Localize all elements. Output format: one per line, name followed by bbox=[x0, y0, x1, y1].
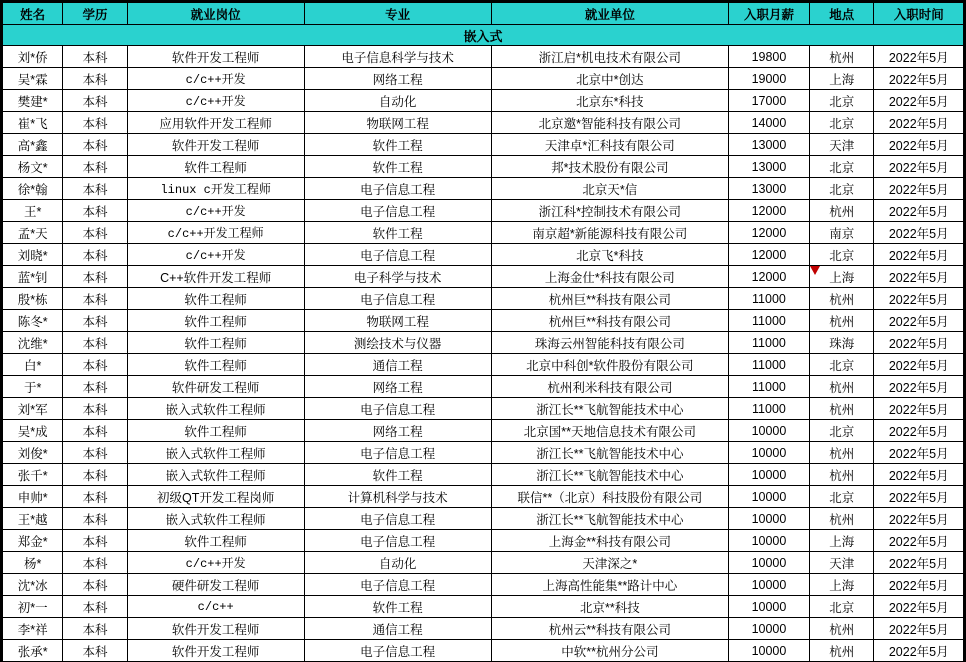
table-row bbox=[3, 354, 964, 376]
table-body bbox=[3, 46, 964, 662]
cell-name[interactable]: 孟*天 bbox=[3, 222, 63, 244]
cell-education[interactable]: 本科 bbox=[63, 508, 127, 530]
cell-start-date[interactable]: 2022年5月 bbox=[874, 288, 964, 310]
cell-salary[interactable]: 10000 bbox=[728, 486, 809, 508]
cell-position[interactable]: 软件工程师 bbox=[127, 530, 304, 552]
cell-education[interactable]: 本科 bbox=[63, 486, 127, 508]
cell-education[interactable]: 本科 bbox=[63, 288, 127, 310]
cell-employer[interactable]: 北京**科技 bbox=[491, 596, 728, 618]
cell-start-date[interactable]: 2022年5月 bbox=[874, 574, 964, 596]
cell-start-date[interactable]: 2022年5月 bbox=[874, 420, 964, 442]
cell-name[interactable]: 杨文* bbox=[3, 156, 63, 178]
table-row bbox=[3, 68, 964, 90]
cell-position[interactable]: C++软件开发工程师 bbox=[127, 266, 304, 288]
column-header-position[interactable]: 就业岗位 bbox=[127, 3, 304, 25]
cell-major[interactable]: 软件工程 bbox=[304, 596, 491, 618]
cell-location[interactable]: 北京 bbox=[810, 178, 874, 200]
cell-position[interactable]: 软件工程师 bbox=[127, 156, 304, 178]
cell-location[interactable]: 北京 bbox=[810, 112, 874, 134]
cell-name[interactable]: 张千* bbox=[3, 464, 63, 486]
cell-start-date[interactable]: 2022年5月 bbox=[874, 332, 964, 354]
cell-education[interactable]: 本科 bbox=[63, 134, 127, 156]
table-row bbox=[3, 618, 964, 640]
cell-location[interactable]: 北京 bbox=[810, 354, 874, 376]
cell-position[interactable]: c/c++ bbox=[127, 596, 304, 618]
cell-name[interactable]: 于* bbox=[3, 376, 63, 398]
cell-name[interactable]: 王*越 bbox=[3, 508, 63, 530]
cell-major[interactable]: 电子信息工程 bbox=[304, 178, 491, 200]
cell-major[interactable]: 物联网工程 bbox=[304, 310, 491, 332]
cell-position[interactable]: c/c++开发 bbox=[127, 200, 304, 222]
cell-start-date[interactable]: 2022年5月 bbox=[874, 222, 964, 244]
cell-location[interactable]: 南京 bbox=[810, 222, 874, 244]
cell-position[interactable]: c/c++开发 bbox=[127, 90, 304, 112]
cell-name[interactable]: 蓝*钊 bbox=[3, 266, 63, 288]
cell-name[interactable]: 郑金* bbox=[3, 530, 63, 552]
cell-major[interactable]: 通信工程 bbox=[304, 354, 491, 376]
cell-position[interactable]: 软件工程师 bbox=[127, 354, 304, 376]
table-row bbox=[3, 134, 964, 156]
cell-name[interactable]: 刘俊* bbox=[3, 442, 63, 464]
table-row bbox=[3, 398, 964, 420]
table-title-row bbox=[3, 25, 964, 46]
cell-salary[interactable]: 10000 bbox=[728, 420, 809, 442]
cell-name[interactable]: 初*一 bbox=[3, 596, 63, 618]
cell-salary[interactable]: 10000 bbox=[728, 640, 809, 662]
cell-employer[interactable]: 北京飞*科技 bbox=[491, 244, 728, 266]
table-row bbox=[3, 156, 964, 178]
cell-position[interactable]: 软件工程师 bbox=[127, 288, 304, 310]
table-row bbox=[3, 574, 964, 596]
cell-major[interactable]: 网络工程 bbox=[304, 376, 491, 398]
column-header-name[interactable]: 姓名 bbox=[3, 3, 63, 25]
cell-start-date[interactable]: 2022年5月 bbox=[874, 90, 964, 112]
cell-education[interactable]: 本科 bbox=[63, 112, 127, 134]
column-header-location[interactable]: 地点 bbox=[810, 3, 874, 25]
cell-name[interactable]: 樊建* bbox=[3, 90, 63, 112]
cell-name[interactable]: 刘晓* bbox=[3, 244, 63, 266]
cell-employer[interactable]: 天津卓*汇科技有限公司 bbox=[491, 134, 728, 156]
cell-start-date[interactable]: 2022年5月 bbox=[874, 618, 964, 640]
cell-start-date[interactable]: 2022年5月 bbox=[874, 112, 964, 134]
cell-start-date[interactable]: 2022年5月 bbox=[874, 508, 964, 530]
cell-salary[interactable]: 11000 bbox=[728, 288, 809, 310]
cell-salary[interactable]: 10000 bbox=[728, 464, 809, 486]
cell-position[interactable]: c/c++开发 bbox=[127, 552, 304, 574]
cell-name[interactable]: 杨* bbox=[3, 552, 63, 574]
cell-start-date[interactable]: 2022年5月 bbox=[874, 200, 964, 222]
cell-employer[interactable]: 北京邀*智能科技有限公司 bbox=[491, 112, 728, 134]
cell-salary[interactable]: 17000 bbox=[728, 90, 809, 112]
cell-location[interactable]: 天津 bbox=[810, 134, 874, 156]
table-row bbox=[3, 244, 964, 266]
cell-location[interactable]: 杭州 bbox=[810, 376, 874, 398]
cell-name[interactable]: 陈冬* bbox=[3, 310, 63, 332]
cell-salary[interactable]: 10000 bbox=[728, 530, 809, 552]
column-header-start-date[interactable]: 入职时间 bbox=[874, 3, 964, 25]
cell-start-date[interactable]: 2022年5月 bbox=[874, 68, 964, 90]
cell-education[interactable]: 本科 bbox=[63, 420, 127, 442]
cell-name[interactable]: 沈维* bbox=[3, 332, 63, 354]
page-title: 嵌入式 bbox=[3, 25, 964, 46]
cell-major[interactable]: 物联网工程 bbox=[304, 112, 491, 134]
cell-salary[interactable]: 10000 bbox=[728, 596, 809, 618]
cell-education[interactable]: 本科 bbox=[63, 464, 127, 486]
cell-employer[interactable]: 南京超*新能源科技有限公司 bbox=[491, 222, 728, 244]
column-header-employer[interactable]: 就业单位 bbox=[491, 3, 728, 25]
cell-employer[interactable]: 北京东*科技 bbox=[491, 90, 728, 112]
cell-employer[interactable]: 浙江长**飞航智能技术中心 bbox=[491, 442, 728, 464]
cell-education[interactable]: 本科 bbox=[63, 244, 127, 266]
cell-position[interactable]: 软件开发工程师 bbox=[127, 46, 304, 68]
cell-salary[interactable]: 19000 bbox=[728, 68, 809, 90]
cell-employer[interactable]: 杭州巨**科技有限公司 bbox=[491, 310, 728, 332]
cell-major[interactable]: 测绘技术与仪器 bbox=[304, 332, 491, 354]
table-row bbox=[3, 464, 964, 486]
table-row bbox=[3, 178, 964, 200]
cell-start-date[interactable]: 2022年5月 bbox=[874, 266, 964, 288]
cell-salary[interactable]: 13000 bbox=[728, 134, 809, 156]
cell-salary[interactable]: 11000 bbox=[728, 354, 809, 376]
cell-major[interactable]: 软件工程 bbox=[304, 222, 491, 244]
cell-start-date[interactable]: 2022年5月 bbox=[874, 486, 964, 508]
header-row bbox=[3, 3, 964, 25]
cell-employer[interactable]: 联信**（北京）科技股份有限公司 bbox=[491, 486, 728, 508]
cell-start-date[interactable]: 2022年5月 bbox=[874, 376, 964, 398]
cell-start-date[interactable]: 2022年5月 bbox=[874, 244, 964, 266]
cell-salary[interactable]: 14000 bbox=[728, 112, 809, 134]
cell-major[interactable]: 软件工程 bbox=[304, 464, 491, 486]
cell-name[interactable]: 刘*军 bbox=[3, 398, 63, 420]
table-row bbox=[3, 310, 964, 332]
cell-employer[interactable]: 中软**杭州分公司 bbox=[491, 640, 728, 662]
cell-start-date[interactable]: 2022年5月 bbox=[874, 464, 964, 486]
cell-employer[interactable]: 上海金仕*科技有限公司 bbox=[491, 266, 728, 288]
cell-major[interactable]: 软件工程 bbox=[304, 134, 491, 156]
cell-position[interactable]: c/c++开发 bbox=[127, 244, 304, 266]
cell-major[interactable]: 电子信息工程 bbox=[304, 442, 491, 464]
cell-education[interactable]: 本科 bbox=[63, 398, 127, 420]
cell-location[interactable]: 北京 bbox=[810, 420, 874, 442]
cell-position[interactable]: 应用软件开发工程师 bbox=[127, 112, 304, 134]
cell-employer[interactable]: 浙江科*控制技术有限公司 bbox=[491, 200, 728, 222]
cell-employer[interactable]: 杭州利米科技有限公司 bbox=[491, 376, 728, 398]
cell-start-date[interactable]: 2022年5月 bbox=[874, 46, 964, 68]
table-row bbox=[3, 332, 964, 354]
column-header-salary[interactable]: 入职月薪 bbox=[728, 3, 809, 25]
table-row bbox=[3, 640, 964, 662]
cell-education[interactable]: 本科 bbox=[63, 266, 127, 288]
cell-location[interactable]: 上海 bbox=[810, 530, 874, 552]
cell-major[interactable]: 通信工程 bbox=[304, 618, 491, 640]
cell-employer[interactable]: 上海金**科技有限公司 bbox=[491, 530, 728, 552]
cell-name[interactable]: 吴*霖 bbox=[3, 68, 63, 90]
cell-position[interactable]: 嵌入式软件工程师 bbox=[127, 398, 304, 420]
cell-location[interactable]: 杭州 bbox=[810, 310, 874, 332]
cell-position[interactable]: linux c开发工程师 bbox=[127, 178, 304, 200]
cell-salary[interactable]: 11000 bbox=[728, 376, 809, 398]
cell-major[interactable]: 电子信息科学与技术 bbox=[304, 46, 491, 68]
cell-position[interactable]: c/c++开发 bbox=[127, 68, 304, 90]
cell-start-date[interactable]: 2022年5月 bbox=[874, 442, 964, 464]
cell-employer[interactable]: 北京国**天地信息技术有限公司 bbox=[491, 420, 728, 442]
cell-major[interactable]: 自动化 bbox=[304, 552, 491, 574]
cell-major[interactable]: 电子信息工程 bbox=[304, 288, 491, 310]
cell-salary[interactable]: 10000 bbox=[728, 442, 809, 464]
cell-employer[interactable]: 杭州巨**科技有限公司 bbox=[491, 288, 728, 310]
cell-name[interactable]: 李*祥 bbox=[3, 618, 63, 640]
cell-location[interactable]: 北京 bbox=[810, 596, 874, 618]
cell-location[interactable]: 杭州 bbox=[810, 464, 874, 486]
table-row bbox=[3, 266, 964, 288]
cell-education[interactable]: 本科 bbox=[63, 200, 127, 222]
cell-major[interactable]: 电子信息工程 bbox=[304, 530, 491, 552]
table-row bbox=[3, 90, 964, 112]
cell-name[interactable]: 白* bbox=[3, 354, 63, 376]
cell-location[interactable]: 珠海 bbox=[810, 332, 874, 354]
cell-employer[interactable]: 上海高性能集**路计中心 bbox=[491, 574, 728, 596]
cell-major[interactable]: 电子信息工程 bbox=[304, 244, 491, 266]
cell-education[interactable]: 本科 bbox=[63, 574, 127, 596]
cell-employer[interactable]: 浙江长**飞航智能技术中心 bbox=[491, 508, 728, 530]
cell-salary[interactable]: 10000 bbox=[728, 552, 809, 574]
table-row bbox=[3, 552, 964, 574]
cell-start-date[interactable]: 2022年5月 bbox=[874, 310, 964, 332]
cell-position[interactable]: 软件工程师 bbox=[127, 420, 304, 442]
table-row bbox=[3, 288, 964, 310]
cell-name[interactable]: 沈*冰 bbox=[3, 574, 63, 596]
cell-position[interactable]: 初级QT开发工程岗师 bbox=[127, 486, 304, 508]
cell-position[interactable]: 软件开发工程师 bbox=[127, 640, 304, 662]
cell-name[interactable]: 申帅* bbox=[3, 486, 63, 508]
cell-education[interactable]: 本科 bbox=[63, 640, 127, 662]
cell-education[interactable]: 本科 bbox=[63, 156, 127, 178]
cell-major[interactable]: 电子信息工程 bbox=[304, 200, 491, 222]
cell-position[interactable]: 嵌入式软件工程师 bbox=[127, 508, 304, 530]
cell-location[interactable]: 上海 bbox=[810, 574, 874, 596]
cell-location[interactable]: 上海 bbox=[810, 68, 874, 90]
cell-location[interactable]: 杭州 bbox=[810, 618, 874, 640]
cell-major[interactable]: 电子科学与技术 bbox=[304, 266, 491, 288]
cell-education[interactable]: 本科 bbox=[63, 310, 127, 332]
cell-salary[interactable]: 11000 bbox=[728, 398, 809, 420]
table-row bbox=[3, 222, 964, 244]
cell-location[interactable]: 杭州 bbox=[810, 46, 874, 68]
cell-education[interactable]: 本科 bbox=[63, 90, 127, 112]
cell-employer[interactable]: 浙江长**飞航智能技术中心 bbox=[491, 464, 728, 486]
cell-name[interactable]: 高*鑫 bbox=[3, 134, 63, 156]
cell-education[interactable]: 本科 bbox=[63, 178, 127, 200]
cell-location[interactable]: 杭州 bbox=[810, 398, 874, 420]
cell-salary[interactable]: 10000 bbox=[728, 508, 809, 530]
cell-salary[interactable]: 12000 bbox=[728, 244, 809, 266]
cell-education[interactable]: 本科 bbox=[63, 332, 127, 354]
cell-name[interactable]: 崔*飞 bbox=[3, 112, 63, 134]
cell-major[interactable]: 软件工程 bbox=[304, 156, 491, 178]
cell-location[interactable]: 杭州 bbox=[810, 640, 874, 662]
column-header-education[interactable]: 学历 bbox=[63, 3, 127, 25]
cell-employer[interactable]: 北京天*信 bbox=[491, 178, 728, 200]
cell-education[interactable]: 本科 bbox=[63, 354, 127, 376]
cell-education[interactable]: 本科 bbox=[63, 442, 127, 464]
cell-education[interactable]: 本科 bbox=[63, 222, 127, 244]
cell-name[interactable]: 王* bbox=[3, 200, 63, 222]
cell-major[interactable]: 电子信息工程 bbox=[304, 508, 491, 530]
cell-education[interactable]: 本科 bbox=[63, 618, 127, 640]
table-row bbox=[3, 508, 964, 530]
cell-salary[interactable]: 13000 bbox=[728, 178, 809, 200]
table-row bbox=[3, 376, 964, 398]
cell-position[interactable]: 软件工程师 bbox=[127, 310, 304, 332]
cell-employer[interactable]: 杭州云**科技有限公司 bbox=[491, 618, 728, 640]
table-header bbox=[3, 3, 964, 25]
cell-start-date[interactable]: 2022年5月 bbox=[874, 178, 964, 200]
cell-position[interactable]: 软件开发工程师 bbox=[127, 618, 304, 640]
cell-salary[interactable]: 12000 bbox=[728, 222, 809, 244]
cell-position[interactable]: 嵌入式软件工程师 bbox=[127, 464, 304, 486]
cell-major[interactable]: 计算机科学与技术 bbox=[304, 486, 491, 508]
comment-marker-icon bbox=[810, 266, 820, 275]
cell-education[interactable]: 本科 bbox=[63, 68, 127, 90]
cell-education[interactable]: 本科 bbox=[63, 376, 127, 398]
cell-name[interactable]: 殷*栋 bbox=[3, 288, 63, 310]
cell-salary[interactable]: 10000 bbox=[728, 574, 809, 596]
cell-start-date[interactable]: 2022年5月 bbox=[874, 552, 964, 574]
cell-education[interactable]: 本科 bbox=[63, 46, 127, 68]
cell-position[interactable]: 硬件研发工程师 bbox=[127, 574, 304, 596]
table-row bbox=[3, 530, 964, 552]
column-header-major[interactable]: 专业 bbox=[304, 3, 491, 25]
cell-name[interactable]: 吴*成 bbox=[3, 420, 63, 442]
cell-location[interactable]: 上海 bbox=[810, 266, 874, 288]
cell-position[interactable]: 嵌入式软件工程师 bbox=[127, 442, 304, 464]
cell-major[interactable]: 电子信息工程 bbox=[304, 398, 491, 420]
cell-education[interactable]: 本科 bbox=[63, 596, 127, 618]
cell-salary[interactable]: 13000 bbox=[728, 156, 809, 178]
table-row bbox=[3, 46, 964, 68]
table-row bbox=[3, 420, 964, 442]
cell-location[interactable]: 杭州 bbox=[810, 442, 874, 464]
cell-name[interactable]: 张承* bbox=[3, 640, 63, 662]
cell-education[interactable]: 本科 bbox=[63, 530, 127, 552]
table-row bbox=[3, 486, 964, 508]
cell-start-date[interactable]: 2022年5月 bbox=[874, 354, 964, 376]
cell-location[interactable]: 北京 bbox=[810, 156, 874, 178]
cell-position[interactable]: 软件工程师 bbox=[127, 332, 304, 354]
employment-table bbox=[2, 2, 964, 662]
cell-salary[interactable]: 11000 bbox=[728, 332, 809, 354]
cell-location[interactable]: 北京 bbox=[810, 486, 874, 508]
cell-location[interactable]: 北京 bbox=[810, 90, 874, 112]
cell-name[interactable]: 刘*侨 bbox=[3, 46, 63, 68]
cell-position[interactable]: 软件研发工程师 bbox=[127, 376, 304, 398]
cell-employer[interactable]: 邦*技术股份有限公司 bbox=[491, 156, 728, 178]
cell-start-date[interactable]: 2022年5月 bbox=[874, 640, 964, 662]
cell-location[interactable]: 杭州 bbox=[810, 288, 874, 310]
cell-salary[interactable]: 12000 bbox=[728, 200, 809, 222]
cell-major[interactable]: 网络工程 bbox=[304, 420, 491, 442]
cell-employer[interactable]: 北京中*创达 bbox=[491, 68, 728, 90]
cell-position[interactable]: c/c++开发工程师 bbox=[127, 222, 304, 244]
cell-employer[interactable]: 浙江启*机电技术有限公司 bbox=[491, 46, 728, 68]
cell-start-date[interactable]: 2022年5月 bbox=[874, 530, 964, 552]
cell-start-date[interactable]: 2022年5月 bbox=[874, 398, 964, 420]
cell-location[interactable]: 北京 bbox=[810, 244, 874, 266]
cell-salary[interactable]: 12000 bbox=[728, 266, 809, 288]
cell-employer[interactable]: 浙江长**飞航智能技术中心 bbox=[491, 398, 728, 420]
cell-location[interactable]: 杭州 bbox=[810, 200, 874, 222]
table-row bbox=[3, 112, 964, 134]
cell-employer[interactable]: 珠海云州智能科技有限公司 bbox=[491, 332, 728, 354]
cell-location[interactable]: 天津 bbox=[810, 552, 874, 574]
cell-major[interactable]: 电子信息工程 bbox=[304, 574, 491, 596]
table-row bbox=[3, 200, 964, 222]
cell-salary[interactable]: 11000 bbox=[728, 310, 809, 332]
cell-major[interactable]: 自动化 bbox=[304, 90, 491, 112]
cell-employer[interactable]: 北京中科创*软件股份有限公司 bbox=[491, 354, 728, 376]
cell-location[interactable]: 杭州 bbox=[810, 508, 874, 530]
cell-major[interactable]: 网络工程 bbox=[304, 68, 491, 90]
cell-position[interactable]: 软件开发工程师 bbox=[127, 134, 304, 156]
cell-salary[interactable]: 19800 bbox=[728, 46, 809, 68]
table-row bbox=[3, 442, 964, 464]
cell-salary[interactable]: 10000 bbox=[728, 618, 809, 640]
cell-start-date[interactable]: 2022年5月 bbox=[874, 134, 964, 156]
cell-start-date[interactable]: 2022年5月 bbox=[874, 596, 964, 618]
cell-major[interactable]: 电子信息工程 bbox=[304, 640, 491, 662]
cell-education[interactable]: 本科 bbox=[63, 552, 127, 574]
cell-employer[interactable]: 天津深之* bbox=[491, 552, 728, 574]
cell-name[interactable]: 徐*翰 bbox=[3, 178, 63, 200]
table-row bbox=[3, 596, 964, 618]
cell-start-date[interactable]: 2022年5月 bbox=[874, 156, 964, 178]
